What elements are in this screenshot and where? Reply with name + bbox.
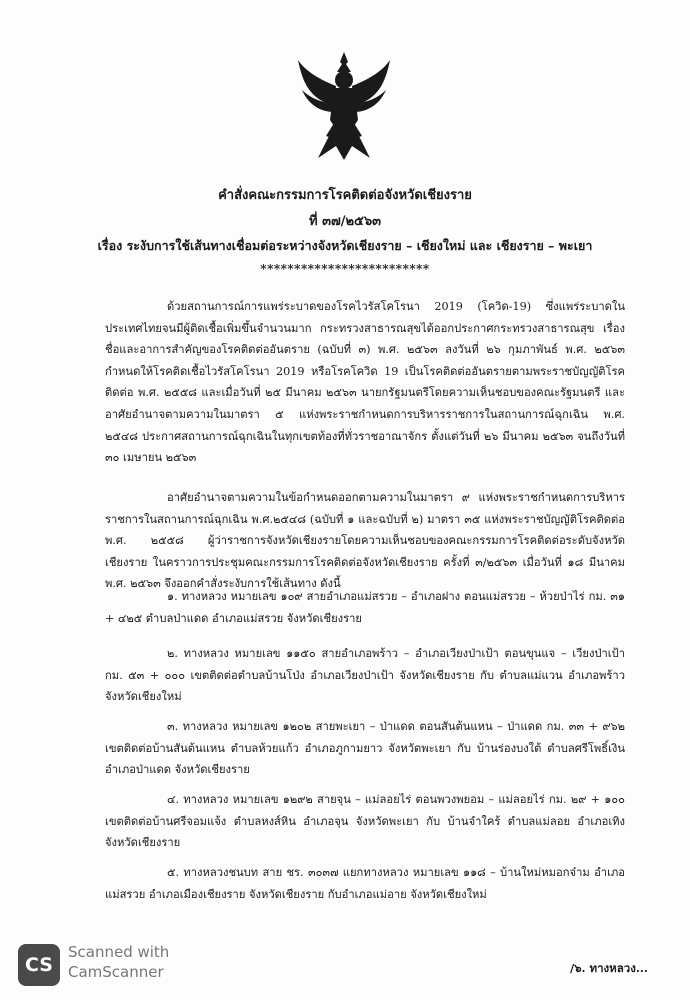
list-item: ๓. ทางหลวง หมายเลข ๑๒๐๒ สายพะเยา – ป่าแดด ตอนสันต้นแหน – ป่าแดด กม. ๓๓ + ๙๖๒ เขตติดต่อบ้านสันต้นแหน ตำบลห้วยแก้ว อำเภอภูกามยาว จังหวัดพะเยา กับ บ้านร่องบงใต้ ตำบลศรีโพธิ์เงิน อำเภอป่าแดด จังหวัดเชียงราย (105, 720, 625, 777)
watermark-line-2: CamScanner (68, 963, 164, 981)
scanner-watermark (68, 942, 218, 982)
list-item: ๕. ทางหลวงชนบท สาย ชร. ๓๐๓๗ แยกทางหลวง หมายเลข ๑๑๘ – บ้านใหม่หมอกจ๋าม อำเภอแม่สรวย อำเภอเมืองเชียงราย จังหวัดเชียงราย กับอำเภอแม่อาย จังหวัดเชียงใหม่ (105, 866, 625, 901)
list-item: ๔. ทางหลวง หมายเลข ๑๒๙๒ สายจุน – แม่ลอยไร่ ตอนพวงพยอม – แม่ลอยไร่ กม. ๒๙ + ๑๐๐ เขตติดต่อบ้านศรีจอมแจ้ง ตำบลหงส์หิน อำเภอจุน จังหวัดพะเยา กับ บ้านจำใคร้ ตำบลแม่ลอย อำเภอเทิง จังหวัดเชียงราย (105, 793, 625, 850)
list-item: ๒. ทางหลวง หมายเลข ๑๑๕๐ สายอำเภอพร้าว – อำเภอเวียงป่าเป้า ตอนขุนแจ – เวียงป่าเป้า กม. ๕๓ + ๐๐๐ เขตติดต่อตำบลบ้านโป่ง อำเภอเวียงป่าเป้า จังหวัดเชียงราย กับ ตำบลแม่แวน อำเภอพร้าว จังหวัดเชียงใหม่ (105, 647, 625, 704)
document-title: คำสั่งคณะกรรมการโรคติดต่อจังหวัดเชียงราย (218, 188, 472, 203)
camscanner-logo: CS (18, 944, 60, 986)
garuda-emblem-icon (296, 50, 392, 162)
separator: ************************* (260, 262, 430, 276)
continuation-note: /๖. ทางหลวง... (570, 961, 648, 975)
watermark-line-1: Scanned with (68, 943, 170, 961)
paragraph-1-text: ด้วยสถานการณ์การแพร่ระบาดของโรคไวรัสโคโรนา 2019 (โควิด-19) ซึ่งแพร่ระบาดในประเทศไทยจนมีผู้ติดเชื้อเพิ่มขึ้นจำนวนมาก กระทรวงสาธารณสุขได้ออกประกาศกระทรวงสาธารณสุข เรื่อง ชื่อและอาการสำคัญของโรคติดต่ออันตราย (ฉบับที่ ๓) พ.ศ. ๒๕๖๓ ลงวันที่ ๒๖ กุมภาพันธ์ พ.ศ. ๒๕๖๓ กำหนดให้โรคติดเชื้อไวรัสโคโรนา 2019 หรือโรคโควิด 19 เป็นโรคติดต่ออันตรายตามพระราชบัญญัติโรคติดต่อ พ.ศ. ๒๕๕๘ และเมื่อวันที่ ๒๕ มีนาคม ๒๕๖๓ นายกรัฐมนตรีโดยความเห็นชอบของคณะรัฐมนตรี และอาศัยอำนาจตามความในมาตรา ๕ แห่งพระราชกำหนดการบริหารราชการในสถานการณ์ฉุกเฉิน พ.ศ. ๒๕๔๘ ประกาศสถานการณ์ฉุกเฉินในทุกเขตท้องที่ทั่วราชอาณาจักร ตั้งแต่วันที่ ๒๖ มีนาคม ๒๕๖๓ จนถึงวันที่ ๓๐ เมษายน ๒๕๖๓ (105, 300, 625, 465)
order-number: ที่ ๓๗/๒๕๖๓ (308, 214, 382, 229)
paragraph-2 (105, 487, 625, 595)
paragraph-2-text: อาศัยอำนาจตามความในข้อกำหนดออกตามความในมาตรา ๙ แห่งพระราชกำหนดการบริหารราชการในสถานการณ์ฉุกเฉิน พ.ศ.๒๕๔๘ (ฉบับที่ ๑ และฉบับที่ ๒) มาตรา ๓๕ แห่งพระราชบัญญัติโรคติดต่อ พ.ศ. ๒๕๕๘ ผู้ว่าราชการจังหวัดเชียงรายโดยความเห็นชอบของคณะกรรมการโรคติดต่อระดับจังหวัดเชียงราย ในคราวการประชุมคณะกรรมการโรคติดต่อจังหวัดเชียงราย ครั้งที่ ๓/๒๕๖๓ เมื่อวันที่ ๑๘ มีนาคม พ.ศ. ๒๕๖๓ จึงออกคำสั่งระงับการใช้เส้นทาง ดังนี้ (105, 491, 625, 591)
list-item: ๑. ทางหลวง หมายเลข ๑๐๙ สายอำเภอแม่สรวย – อำเภอฝาง ตอนแม่สรวย – ห้วยป่าไร่ กม. ๓๑ + ๔๒๕ ตำบลป่าแดด อำเภอแม่สรวย จังหวัดเชียงราย (105, 590, 625, 625)
paragraph-1 (105, 296, 625, 469)
subject-line: เรื่อง ระงับการใช้เส้นทางเชื่อมต่อระหว่างจังหวัดเชียงราย – เชียงใหม่ และ เชียงราย – พะเยา (97, 238, 593, 253)
